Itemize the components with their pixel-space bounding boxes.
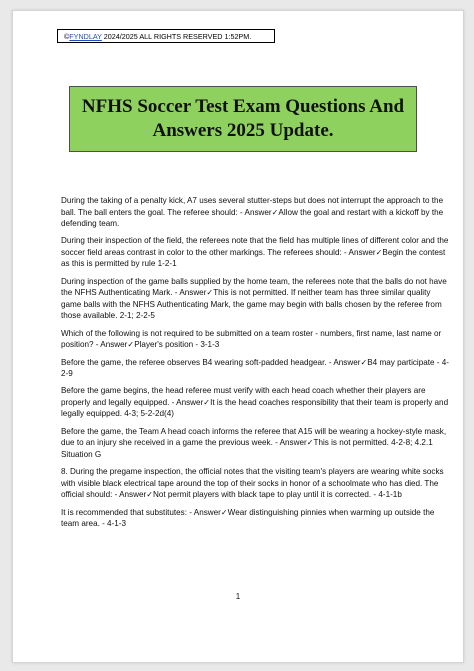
copyright-text: 2024/2025 ALL RIGHTS RESERVED 1:52PM. — [101, 32, 252, 41]
title-line-1: NFHS Soccer Test Exam Questions And — [81, 96, 405, 117]
question-paragraph: It is recommended that substitutes: - Answer✓Wear distinguishing pinnies when warming up outside the team area. - 4-1-3 — [61, 507, 435, 529]
question-paragraph: Which of the following is not required to be submitted on a team roster - numbers, first name, last name or position? - Answer✓Player's position - 3-1-3 — [61, 328, 442, 350]
question-list — [61, 195, 449, 536]
title-line-2: Answers 2025 Update. — [152, 120, 334, 141]
title-banner — [69, 86, 417, 152]
question-paragraph: Before the game begins, the head referee must verify with each head coach whether their players are properly and legally equipped. - Answer✓It is the head coaches responsibility that their team is properly and legally equipped. 4-3; 5-2-2d(4) — [61, 386, 449, 419]
copyright-notice — [57, 29, 275, 43]
question-paragraph: During the taking of a penalty kick, A7 uses several stutter-steps but does not interrupt the approach to the ball. The ball enters the goal. The referee should: - Answer✓Allow the goal and restart with a kickoff by the defending team. — [61, 196, 444, 228]
question-paragraph: Before the game, the Team A head coach informs the referee that A15 will be wearing a hockey-style mask, due to an injury she received in a game the previous week. - Answer✓This is not permitted. 4-2-8; 4.2.1 Situation G — [61, 426, 447, 459]
document-page — [12, 10, 464, 663]
question-paragraph: Before the game, the referee observes B4 wearing soft-padded headgear. - Answer✓B4 may participate - 4-2-9 — [61, 357, 449, 379]
copyright-symbol: © — [64, 32, 70, 41]
document-title — [82, 95, 404, 143]
question-paragraph: During their inspection of the field, the referees note that the field has multiple lines of different color and the soccer field areas contrast in color to the other markings. The referees should: - Answer✓Begin the contest as this is permitted by rule 1-2-1 — [61, 236, 449, 269]
question-paragraph: During inspection of the game balls supplied by the home team, the referees note that the balls do not have the NFHS Authenticating Mark. - Answer✓This is not permitted. If neither team has three similar quality game balls with the NFHS Authenticating Mark, the game may begin with balls chosen by the referee from those available. 2-1; 2-2-5 — [61, 276, 447, 321]
brand-link[interactable]: FYNDLAY — [69, 32, 102, 41]
question-paragraph: 8. During the pregame inspection, the official notes that the visiting team's players are wearing white socks with visible black electrical tape around the top of their socks in honor of a schoolmate who has died. The official should: - Answer✓Not permit players with black tape to play until it is corrected. - 4-1-1b — [61, 467, 444, 500]
page-number: 1 — [235, 592, 241, 601]
